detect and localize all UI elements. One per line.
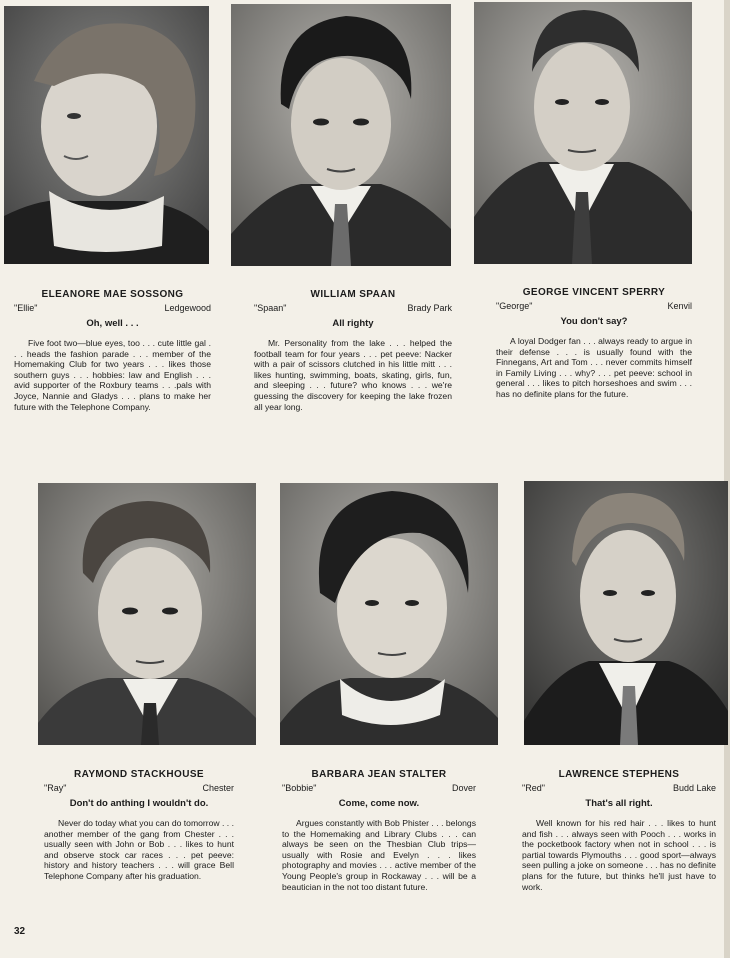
student-nickname: "Ray"	[44, 783, 67, 793]
student-bio: Argues constantly with Bob Phister . . . belongs to the Homemaking and Library Clubs . . . can always be seen on the Thesbian Club trips—usually with Rosie and Evelyn . . . likes photography and movies . . . active member of the Young People's group in Rockaway . . . will be a beautician in the not too distant future.	[282, 818, 476, 892]
student-hometown: Chester	[202, 783, 234, 793]
student-name: GEORGE VINCENT SPERRY	[522, 287, 666, 298]
student-meta	[254, 302, 452, 314]
portrait-photo-spaan	[231, 4, 451, 266]
student-motto: Come, come now.	[338, 798, 420, 809]
student-entry-stalter	[282, 768, 476, 892]
student-bio: Mr. Personality from the lake . . . helped the football team for four years . . . pet peeve: Nacker with a pair of scissors clutched in his little mitt . . . likes hunting, swimming, boats, skating, girls, fun, and sleeping . . . future? who knows . . . we're guessing the discovery for keeping the lake frozen all year long.	[254, 338, 452, 412]
portrait-photo-stephens	[524, 481, 728, 745]
student-meta	[282, 782, 476, 794]
student-entry-stephens	[522, 768, 716, 892]
portrait-photo-sossong	[4, 6, 209, 264]
student-hometown: Dover	[451, 783, 476, 793]
student-meta	[14, 302, 211, 314]
student-entry-sperry	[496, 286, 692, 400]
student-bio: Well known for his red hair . . . likes to hunt and fish . . . always seen with Pooch . . . works in the pocketbook factory when not in school . . . is partial towards Plymouths . . . good sport—always seen pulling a joke on someone . . . has no definite plans for the future, but thinks he'll just have to work.	[522, 818, 716, 892]
student-hometown: Ledgewood	[164, 303, 211, 313]
student-bio: Never do today what you can do tomorrow . . . another member of the gang from Chester . . . usually seen with John or Bob . . . likes to hunt and observe stock car races . . . pet peeve: history and history teachers . . . will grace Bell Telephone Company after his graduation.	[44, 818, 234, 881]
student-entry-spaan	[254, 288, 452, 412]
student-name: LAWRENCE STEPHENS	[558, 769, 680, 780]
portrait-photo-sperry	[474, 2, 692, 264]
student-name: BARBARA JEAN STALTER	[311, 769, 447, 780]
student-motto: That's all right.	[585, 798, 653, 809]
student-nickname: "George"	[496, 301, 533, 311]
student-motto: Oh, well . . .	[86, 318, 139, 329]
portrait-photo-stalter	[280, 483, 498, 745]
student-motto: All righty	[332, 318, 374, 329]
student-name: ELEANORE MAE SOSSONG	[41, 289, 184, 300]
student-nickname: "Ellie"	[14, 303, 38, 313]
student-nickname: "Bobbie"	[282, 783, 317, 793]
portrait-photo-stackhouse	[38, 483, 256, 745]
student-meta	[522, 782, 716, 794]
student-bio: Five foot two—blue eyes, too . . . cute little gal . . . heads the fashion parade . . . member of the Homemaking Club for two years . . . likes those southern guys . . . hobbies: law and English . . . avid supporter of the Roxbury teams . . .pals with Joyce, Nannie and Gladys . . . plans to make her future with the Telephone Company.	[14, 338, 211, 412]
page-number: 32	[14, 926, 26, 937]
student-nickname: "Red"	[522, 783, 545, 793]
student-entry-sossong	[14, 288, 211, 412]
student-bio: A loyal Dodger fan . . . always ready to argue in their defense . . . is usually found with the Finnegans, Art and Tom . . . never commits himself in Family Living . . . why? . . . pet peeve: school in general . . . likes to pitch horseshoes and swim . . . has no definite plans for the future.	[496, 336, 692, 399]
student-name: RAYMOND STACKHOUSE	[74, 769, 204, 780]
student-name: WILLIAM SPAAN	[310, 289, 396, 300]
student-nickname: "Spaan"	[254, 303, 287, 313]
student-entry-stackhouse	[44, 768, 234, 882]
student-hometown: Brady Park	[407, 303, 452, 313]
student-meta	[44, 782, 234, 794]
student-hometown: Budd Lake	[672, 783, 716, 793]
student-motto: You don't say?	[560, 316, 628, 327]
page-edge	[724, 0, 730, 958]
student-meta	[496, 300, 692, 312]
student-motto: Don't do anthing I wouldn't do.	[69, 798, 209, 809]
student-hometown: Kenvil	[667, 301, 692, 311]
